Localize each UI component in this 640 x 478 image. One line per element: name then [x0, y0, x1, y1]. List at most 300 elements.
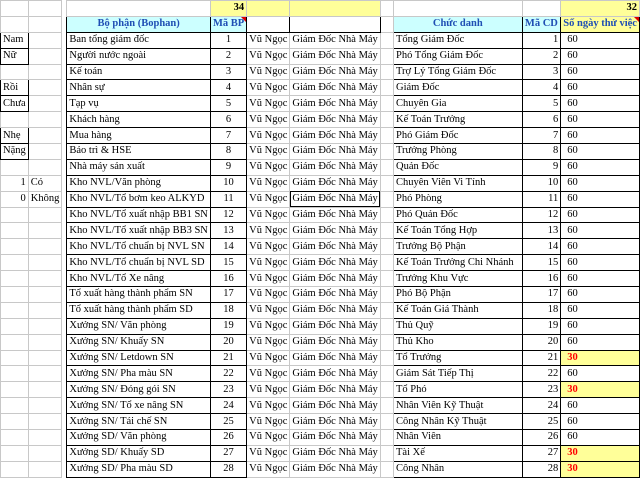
- aux-label-cell[interactable]: [1, 398, 29, 414]
- trial-days-cell[interactable]: 60: [561, 366, 640, 382]
- bophan-name-cell[interactable]: Khách hàng: [67, 112, 211, 128]
- manager-title-cell[interactable]: Giám Đốc Nhà Máy: [290, 398, 380, 414]
- table-row: [1, 430, 640, 446]
- aux-label-cell[interactable]: [1, 255, 29, 271]
- bophan-name-cell[interactable]: Nhân sự: [67, 80, 211, 96]
- manager-title-cell[interactable]: Giám Đốc Nhà Máy: [290, 255, 380, 271]
- trial-days-cell[interactable]: 60: [561, 430, 640, 446]
- person-cell[interactable]: Vũ Ngọc: [247, 96, 290, 112]
- person-cell[interactable]: Vũ Ngọc: [247, 350, 290, 366]
- trial-days-cell[interactable]: 60: [561, 80, 640, 96]
- macd-code-cell[interactable]: 11: [522, 191, 561, 207]
- person-cell[interactable]: Vũ Ngọc: [247, 191, 290, 207]
- manager-title-cell[interactable]: Giám Đốc Nhà Máy: [290, 80, 380, 96]
- cell[interactable]: [380, 175, 393, 191]
- chucdanh-cell[interactable]: Nhân Viên Kỹ Thuật: [394, 398, 523, 414]
- manager-title-cell[interactable]: Giám Đốc Nhà Máy: [290, 366, 380, 382]
- cell[interactable]: [28, 318, 62, 334]
- trial-days-cell[interactable]: 60: [561, 159, 640, 175]
- macd-code-cell[interactable]: 5: [522, 96, 561, 112]
- cell[interactable]: [380, 191, 393, 207]
- trial-days-cell[interactable]: 60: [561, 96, 640, 112]
- bophan-name-cell[interactable]: Tổ xuất hàng thành phẩm SD: [67, 302, 211, 318]
- chucdanh-cell[interactable]: Giám Sát Tiếp Thị: [394, 366, 523, 382]
- aux-label-cell[interactable]: [1, 445, 29, 461]
- chucdanh-cell[interactable]: Kế Toán Trưởng Chi Nhánh: [394, 255, 523, 271]
- macd-code-cell[interactable]: 3: [522, 64, 561, 80]
- trial-days-cell[interactable]: 60: [561, 112, 640, 128]
- cell[interactable]: [380, 144, 393, 160]
- table-row: [1, 223, 640, 239]
- cell[interactable]: [28, 159, 62, 175]
- cell[interactable]: [380, 48, 393, 64]
- manager-title-cell[interactable]: Giám Đốc Nhà Máy: [290, 445, 380, 461]
- cell[interactable]: [380, 430, 393, 446]
- bophan-name-cell[interactable]: Kho NVL/Tổ xuất nhập BB3 SN: [67, 223, 211, 239]
- bophan-name-cell[interactable]: Xưởng SD/ Văn phòng: [67, 430, 211, 446]
- mabp-code-cell[interactable]: 12: [210, 207, 246, 223]
- chucdanh-cell[interactable]: Phó Bộ Phận: [394, 287, 523, 303]
- chucdanh-cell[interactable]: Phó Tổng Giám Đốc: [394, 48, 523, 64]
- cell[interactable]: [28, 144, 62, 160]
- macd-code-cell[interactable]: 1: [522, 32, 561, 48]
- mabp-code-cell[interactable]: 4: [210, 80, 246, 96]
- aux-label-cell[interactable]: [1, 414, 29, 430]
- macd-code-cell[interactable]: 19: [522, 318, 561, 334]
- manager-title-cell[interactable]: Giám Đốc Nhà Máy: [290, 239, 380, 255]
- chucdanh-cell[interactable]: Trưởng Phòng: [394, 144, 523, 160]
- aux-label-cell[interactable]: Rồi: [1, 80, 29, 96]
- chucdanh-cell[interactable]: Phó Quản Đốc: [394, 207, 523, 223]
- aux-label-cell[interactable]: [1, 366, 29, 382]
- bophan-name-cell[interactable]: Bảo trì & HSE: [67, 144, 211, 160]
- bophan-name-cell[interactable]: Kho NVL/Tổ Xe nâng: [67, 271, 211, 287]
- mabp-code-cell[interactable]: 21: [210, 350, 246, 366]
- manager-title-cell[interactable]: Giám Đốc Nhà Máy: [290, 175, 380, 191]
- trial-days-cell[interactable]: 60: [561, 287, 640, 303]
- trial-days-cell[interactable]: 60: [561, 32, 640, 48]
- person-cell[interactable]: Vũ Ngọc: [247, 318, 290, 334]
- macd-code-cell[interactable]: 10: [522, 175, 561, 191]
- person-cell[interactable]: Vũ Ngọc: [247, 302, 290, 318]
- cell[interactable]: [28, 461, 62, 477]
- right-count-cell[interactable]: 32: [561, 1, 640, 17]
- aux-label-cell[interactable]: [1, 239, 29, 255]
- person-cell[interactable]: Vũ Ngọc: [247, 255, 290, 271]
- mabp-code-cell[interactable]: 15: [210, 255, 246, 271]
- mabp-code-cell[interactable]: 25: [210, 414, 246, 430]
- manager-title-cell[interactable]: Giám Đốc Nhà Máy: [290, 128, 380, 144]
- chucdanh-cell[interactable]: Thủ Kho: [394, 334, 523, 350]
- bophan-name-cell[interactable]: Mua hàng: [67, 128, 211, 144]
- chucdanh-cell[interactable]: Kế Toán Trưởng: [394, 112, 523, 128]
- left-count-cell[interactable]: 34: [210, 1, 246, 17]
- cell[interactable]: [28, 366, 62, 382]
- manager-title-cell[interactable]: Giám Đốc Nhà Máy: [290, 461, 380, 477]
- trial-days-cell[interactable]: 60: [561, 223, 640, 239]
- bophan-name-cell[interactable]: Kho NVL/Tổ chuẩn bị NVL SN: [67, 239, 211, 255]
- trial-days-cell[interactable]: 60: [561, 207, 640, 223]
- cell[interactable]: [28, 445, 62, 461]
- chucdanh-cell[interactable]: Tổ Phó: [394, 382, 523, 398]
- trial-days-cell[interactable]: 60: [561, 318, 640, 334]
- bophan-name-cell[interactable]: Xưởng SN/ Văn phòng: [67, 318, 211, 334]
- aux-label-cell[interactable]: Nặng: [1, 144, 29, 160]
- manager-title-cell[interactable]: Giám Đốc Nhà Máy: [290, 318, 380, 334]
- aux-label-cell[interactable]: Nữ: [1, 48, 29, 64]
- bophan-name-cell[interactable]: Người nước ngoài: [67, 48, 211, 64]
- cell[interactable]: [380, 461, 393, 477]
- bophan-name-cell[interactable]: Xưởng SN/ Tái chế SN: [67, 414, 211, 430]
- table-row: [1, 334, 640, 350]
- cell[interactable]: [28, 382, 62, 398]
- mabp-code-cell[interactable]: 16: [210, 271, 246, 287]
- mabp-code-cell[interactable]: 26: [210, 430, 246, 446]
- mabp-code-cell[interactable]: 22: [210, 366, 246, 382]
- cell[interactable]: [28, 48, 62, 64]
- macd-code-cell[interactable]: 12: [522, 207, 561, 223]
- cell[interactable]: [28, 112, 62, 128]
- macd-code-cell[interactable]: 15: [522, 255, 561, 271]
- cell[interactable]: [380, 350, 393, 366]
- manager-title-cell[interactable]: Giám Đốc Nhà Máy: [290, 191, 380, 207]
- chucdanh-cell[interactable]: Công Nhân: [394, 461, 523, 477]
- cell[interactable]: [380, 398, 393, 414]
- bophan-name-cell[interactable]: Xưởng SN/ Pha màu SN: [67, 366, 211, 382]
- macd-code-cell[interactable]: 28: [522, 461, 561, 477]
- person-cell[interactable]: Vũ Ngọc: [247, 175, 290, 191]
- mabp-code-cell[interactable]: 13: [210, 223, 246, 239]
- mabp-code-cell[interactable]: 2: [210, 48, 246, 64]
- cell[interactable]: [380, 271, 393, 287]
- trial-days-cell[interactable]: 60: [561, 175, 640, 191]
- person-cell[interactable]: Vũ Ngọc: [247, 64, 290, 80]
- trial-days-cell[interactable]: 60: [561, 239, 640, 255]
- cell[interactable]: [380, 159, 393, 175]
- chucdanh-cell[interactable]: Trợ Lý Tổng Giám Đốc: [394, 64, 523, 80]
- trial-days-cell[interactable]: 30: [561, 350, 640, 366]
- chucdanh-cell[interactable]: Tài Xế: [394, 445, 523, 461]
- table-row: [1, 191, 640, 207]
- trial-days-cell[interactable]: 60: [561, 302, 640, 318]
- person-cell[interactable]: Vũ Ngọc: [247, 112, 290, 128]
- manager-title-cell[interactable]: Giám Đốc Nhà Máy: [290, 144, 380, 160]
- macd-code-cell[interactable]: 18: [522, 302, 561, 318]
- macd-code-cell[interactable]: 25: [522, 414, 561, 430]
- cell[interactable]: [28, 287, 62, 303]
- mabp-code-cell[interactable]: 18: [210, 302, 246, 318]
- trial-days-cell[interactable]: 60: [561, 255, 640, 271]
- bophan-name-cell[interactable]: Xưởng SN/ Tổ xe nâng SN: [67, 398, 211, 414]
- macd-code-cell[interactable]: 21: [522, 350, 561, 366]
- aux-label-cell[interactable]: Nam: [1, 32, 29, 48]
- cell[interactable]: [28, 334, 62, 350]
- cell[interactable]: [28, 207, 62, 223]
- manager-title-cell[interactable]: Giám Đốc Nhà Máy: [290, 350, 380, 366]
- cell[interactable]: [28, 32, 62, 48]
- aux-label-cell[interactable]: [1, 112, 29, 128]
- person-cell[interactable]: Vũ Ngọc: [247, 445, 290, 461]
- person-cell[interactable]: Vũ Ngọc: [247, 382, 290, 398]
- bophan-name-cell[interactable]: Xưởng SD/ Pha màu SD: [67, 461, 211, 477]
- person-cell[interactable]: Vũ Ngọc: [247, 223, 290, 239]
- trial-days-cell[interactable]: 30: [561, 382, 640, 398]
- trial-days-cell[interactable]: 60: [561, 48, 640, 64]
- person-cell[interactable]: Vũ Ngọc: [247, 48, 290, 64]
- trial-days-cell[interactable]: 60: [561, 414, 640, 430]
- macd-code-cell[interactable]: 7: [522, 128, 561, 144]
- manager-title-cell[interactable]: Giám Đốc Nhà Máy: [290, 302, 380, 318]
- manager-title-cell[interactable]: Giám Đốc Nhà Máy: [290, 207, 380, 223]
- person-cell[interactable]: Vũ Ngọc: [247, 430, 290, 446]
- cell[interactable]: [380, 239, 393, 255]
- bophan-name-cell[interactable]: Kho NVL/Tổ chuẩn bị NVL SD: [67, 255, 211, 271]
- manager-title-cell[interactable]: Giám Đốc Nhà Máy: [290, 96, 380, 112]
- chucdanh-cell[interactable]: Phó Giám Đốc: [394, 128, 523, 144]
- cell[interactable]: [28, 414, 62, 430]
- table-row: [1, 32, 640, 48]
- cell[interactable]: [380, 32, 393, 48]
- macd-code-cell[interactable]: 23: [522, 382, 561, 398]
- table-row: [1, 64, 640, 80]
- bophan-name-cell[interactable]: Kho NVL/Tổ bơm keo ALKYD: [67, 191, 211, 207]
- cell[interactable]: [28, 80, 62, 96]
- mabp-code-cell[interactable]: 1: [210, 32, 246, 48]
- cell[interactable]: [28, 223, 62, 239]
- cell[interactable]: [380, 445, 393, 461]
- trial-days-cell[interactable]: 30: [561, 461, 640, 477]
- chucdanh-cell[interactable]: Công Nhân Kỹ Thuật: [394, 414, 523, 430]
- chucdanh-cell[interactable]: Thủ Quỹ: [394, 318, 523, 334]
- manager-title-cell[interactable]: Giám Đốc Nhà Máy: [290, 223, 380, 239]
- manager-title-cell[interactable]: Giám Đốc Nhà Máy: [290, 64, 380, 80]
- table-row: [1, 461, 640, 477]
- person-cell[interactable]: Vũ Ngọc: [247, 414, 290, 430]
- bophan-name-cell[interactable]: Xưởng SD/ Khuấy SD: [67, 445, 211, 461]
- aux-label-cell[interactable]: Chưa: [1, 96, 29, 112]
- bophan-name-cell[interactable]: Kế toán: [67, 64, 211, 80]
- bophan-name-cell[interactable]: Ban tổng giám đốc: [67, 32, 211, 48]
- trial-days-cell[interactable]: 30: [561, 445, 640, 461]
- manager-title-cell[interactable]: Giám Đốc Nhà Máy: [290, 32, 380, 48]
- person-cell[interactable]: Vũ Ngọc: [247, 366, 290, 382]
- bophan-name-cell[interactable]: Kho NVL/Văn phòng: [67, 175, 211, 191]
- table-row: [1, 128, 640, 144]
- macd-code-cell[interactable]: 22: [522, 366, 561, 382]
- mabp-code-cell[interactable]: 20: [210, 334, 246, 350]
- table-row: [1, 287, 640, 303]
- table-row: [1, 96, 640, 112]
- aux-label-cell[interactable]: [1, 159, 29, 175]
- mabp-code-cell[interactable]: 28: [210, 461, 246, 477]
- cell[interactable]: [380, 334, 393, 350]
- manager-title-cell[interactable]: Giám Đốc Nhà Máy: [290, 334, 380, 350]
- person-cell[interactable]: Vũ Ngọc: [247, 271, 290, 287]
- person-cell[interactable]: Vũ Ngọc: [247, 159, 290, 175]
- trial-days-cell[interactable]: 60: [561, 271, 640, 287]
- chucdanh-cell[interactable]: Kế Toán Giá Thành: [394, 302, 523, 318]
- trial-days-cell[interactable]: 60: [561, 64, 640, 80]
- cell[interactable]: [28, 302, 62, 318]
- cell[interactable]: [380, 64, 393, 80]
- bophan-name-cell[interactable]: Tạp vụ: [67, 96, 211, 112]
- macd-code-cell[interactable]: 14: [522, 239, 561, 255]
- person-cell[interactable]: Vũ Ngọc: [247, 144, 290, 160]
- header-chucdanh[interactable]: Chức danh: [394, 16, 523, 32]
- aux-label-cell[interactable]: [1, 271, 29, 287]
- chucdanh-cell[interactable]: Chuyên Viên Vi Tính: [394, 175, 523, 191]
- cell[interactable]: [380, 318, 393, 334]
- chucdanh-cell[interactable]: Giám Đốc: [394, 80, 523, 96]
- mabp-code-cell[interactable]: 3: [210, 64, 246, 80]
- chucdanh-cell[interactable]: Quản Đốc: [394, 159, 523, 175]
- mabp-code-cell[interactable]: 14: [210, 239, 246, 255]
- cell[interactable]: [380, 128, 393, 144]
- aux-label-cell[interactable]: [1, 287, 29, 303]
- aux-label-cell[interactable]: Không: [28, 191, 62, 207]
- cell[interactable]: [380, 302, 393, 318]
- cell[interactable]: [28, 430, 62, 446]
- cell[interactable]: [380, 414, 393, 430]
- manager-title-cell[interactable]: Giám Đốc Nhà Máy: [290, 159, 380, 175]
- chucdanh-cell[interactable]: Chuyên Gia: [394, 96, 523, 112]
- cell[interactable]: [380, 255, 393, 271]
- chucdanh-cell[interactable]: Trưởng Khu Vực: [394, 271, 523, 287]
- bophan-name-cell[interactable]: Xưởng SN/ Đóng gói SN: [67, 382, 211, 398]
- cell[interactable]: [28, 255, 62, 271]
- chucdanh-cell[interactable]: Kế Toán Tổng Hợp: [394, 223, 523, 239]
- macd-code-cell[interactable]: 17: [522, 287, 561, 303]
- macd-code-cell[interactable]: 9: [522, 159, 561, 175]
- table-row: [1, 382, 640, 398]
- cell[interactable]: [380, 382, 393, 398]
- cell[interactable]: [28, 96, 62, 112]
- bophan-name-cell[interactable]: Xưởng SN/ Khuấy SN: [67, 334, 211, 350]
- macd-code-cell[interactable]: 13: [522, 223, 561, 239]
- aux-number-cell[interactable]: 1: [1, 175, 29, 191]
- person-cell[interactable]: Vũ Ngọc: [247, 287, 290, 303]
- mabp-code-cell[interactable]: 8: [210, 144, 246, 160]
- cell[interactable]: [28, 398, 62, 414]
- aux-label-cell[interactable]: [1, 302, 29, 318]
- header-mabp[interactable]: Mã BP: [210, 16, 246, 32]
- mabp-code-cell[interactable]: 6: [210, 112, 246, 128]
- cell[interactable]: [28, 271, 62, 287]
- trial-days-cell[interactable]: 60: [561, 334, 640, 350]
- aux-label-cell[interactable]: [1, 350, 29, 366]
- cell[interactable]: [380, 80, 393, 96]
- macd-code-cell[interactable]: 2: [522, 48, 561, 64]
- mabp-code-cell[interactable]: 27: [210, 445, 246, 461]
- cell[interactable]: [380, 112, 393, 128]
- manager-title-cell[interactable]: Giám Đốc Nhà Máy: [290, 271, 380, 287]
- manager-title-cell[interactable]: Giám Đốc Nhà Máy: [290, 430, 380, 446]
- trial-days-cell[interactable]: 60: [561, 144, 640, 160]
- trial-days-cell[interactable]: 60: [561, 398, 640, 414]
- macd-code-cell[interactable]: 26: [522, 430, 561, 446]
- mabp-code-cell[interactable]: 10: [210, 175, 246, 191]
- aux-label-cell[interactable]: [1, 430, 29, 446]
- mabp-code-cell[interactable]: 9: [210, 159, 246, 175]
- manager-title-cell[interactable]: Giám Đốc Nhà Máy: [290, 414, 380, 430]
- bophan-name-cell[interactable]: Kho NVL/Tổ xuất nhập BB1 SN: [67, 207, 211, 223]
- aux-label-cell[interactable]: [1, 64, 29, 80]
- aux-label-cell[interactable]: [1, 207, 29, 223]
- cell[interactable]: [28, 350, 62, 366]
- cell[interactable]: [380, 366, 393, 382]
- aux-label-cell[interactable]: [1, 461, 29, 477]
- trial-days-cell[interactable]: 60: [561, 191, 640, 207]
- cell[interactable]: [28, 64, 62, 80]
- mabp-code-cell[interactable]: 11: [210, 191, 246, 207]
- macd-code-cell[interactable]: 24: [522, 398, 561, 414]
- aux-number-cell[interactable]: 0: [1, 191, 29, 207]
- person-cell[interactable]: Vũ Ngọc: [247, 398, 290, 414]
- manager-title-cell[interactable]: Giám Đốc Nhà Máy: [290, 48, 380, 64]
- macd-code-cell[interactable]: 16: [522, 271, 561, 287]
- bophan-name-cell[interactable]: Nhà máy sản xuất: [67, 159, 211, 175]
- chucdanh-cell[interactable]: Tổng Giám Đốc: [394, 32, 523, 48]
- person-cell[interactable]: Vũ Ngọc: [247, 80, 290, 96]
- macd-code-cell[interactable]: 27: [522, 445, 561, 461]
- mabp-code-cell[interactable]: 7: [210, 128, 246, 144]
- chucdanh-cell[interactable]: Trưởng Bộ Phận: [394, 239, 523, 255]
- macd-code-cell[interactable]: 20: [522, 334, 561, 350]
- chucdanh-cell[interactable]: Tổ Trưởng: [394, 350, 523, 366]
- mabp-code-cell[interactable]: 17: [210, 287, 246, 303]
- table-row: [1, 48, 640, 64]
- person-cell[interactable]: Vũ Ngọc: [247, 32, 290, 48]
- mabp-code-cell[interactable]: 23: [210, 382, 246, 398]
- aux-label-cell[interactable]: [1, 382, 29, 398]
- macd-code-cell[interactable]: 6: [522, 112, 561, 128]
- cell[interactable]: [28, 239, 62, 255]
- mabp-code-cell[interactable]: 24: [210, 398, 246, 414]
- cell[interactable]: [380, 207, 393, 223]
- manager-title-cell[interactable]: Giám Đốc Nhà Máy: [290, 112, 380, 128]
- table-row: [1, 318, 640, 334]
- manager-title-cell[interactable]: Giám Đốc Nhà Máy: [290, 382, 380, 398]
- macd-code-cell[interactable]: 4: [522, 80, 561, 96]
- header-songay[interactable]: Số ngày thử việc: [561, 16, 640, 32]
- person-cell[interactable]: Vũ Ngọc: [247, 461, 290, 477]
- cell[interactable]: [380, 287, 393, 303]
- chucdanh-cell[interactable]: Phó Phòng: [394, 191, 523, 207]
- cell[interactable]: [380, 223, 393, 239]
- trial-days-cell[interactable]: 60: [561, 128, 640, 144]
- person-cell[interactable]: Vũ Ngọc: [247, 128, 290, 144]
- mabp-code-cell[interactable]: 19: [210, 318, 246, 334]
- person-cell[interactable]: Vũ Ngọc: [247, 334, 290, 350]
- bophan-name-cell[interactable]: Xưởng SN/ Letdown SN: [67, 350, 211, 366]
- person-cell[interactable]: Vũ Ngọc: [247, 239, 290, 255]
- bophan-name-cell[interactable]: Tổ xuất hàng thành phẩm SN: [67, 287, 211, 303]
- aux-label-cell[interactable]: Nhẹ: [1, 128, 29, 144]
- macd-code-cell[interactable]: 8: [522, 144, 561, 160]
- aux-label-cell[interactable]: Có: [28, 175, 62, 191]
- mabp-code-cell[interactable]: 5: [210, 96, 246, 112]
- aux-label-cell[interactable]: [1, 318, 29, 334]
- person-cell[interactable]: Vũ Ngọc: [247, 207, 290, 223]
- aux-label-cell[interactable]: [1, 334, 29, 350]
- chucdanh-cell[interactable]: Nhân Viên: [394, 430, 523, 446]
- cell[interactable]: [28, 128, 62, 144]
- cell[interactable]: [380, 96, 393, 112]
- header-macd[interactable]: Mã CD: [522, 16, 561, 32]
- aux-label-cell[interactable]: [1, 223, 29, 239]
- header-bophan[interactable]: Bộ phận (Bophan): [67, 16, 211, 32]
- manager-title-cell[interactable]: Giám Đốc Nhà Máy: [290, 287, 380, 303]
